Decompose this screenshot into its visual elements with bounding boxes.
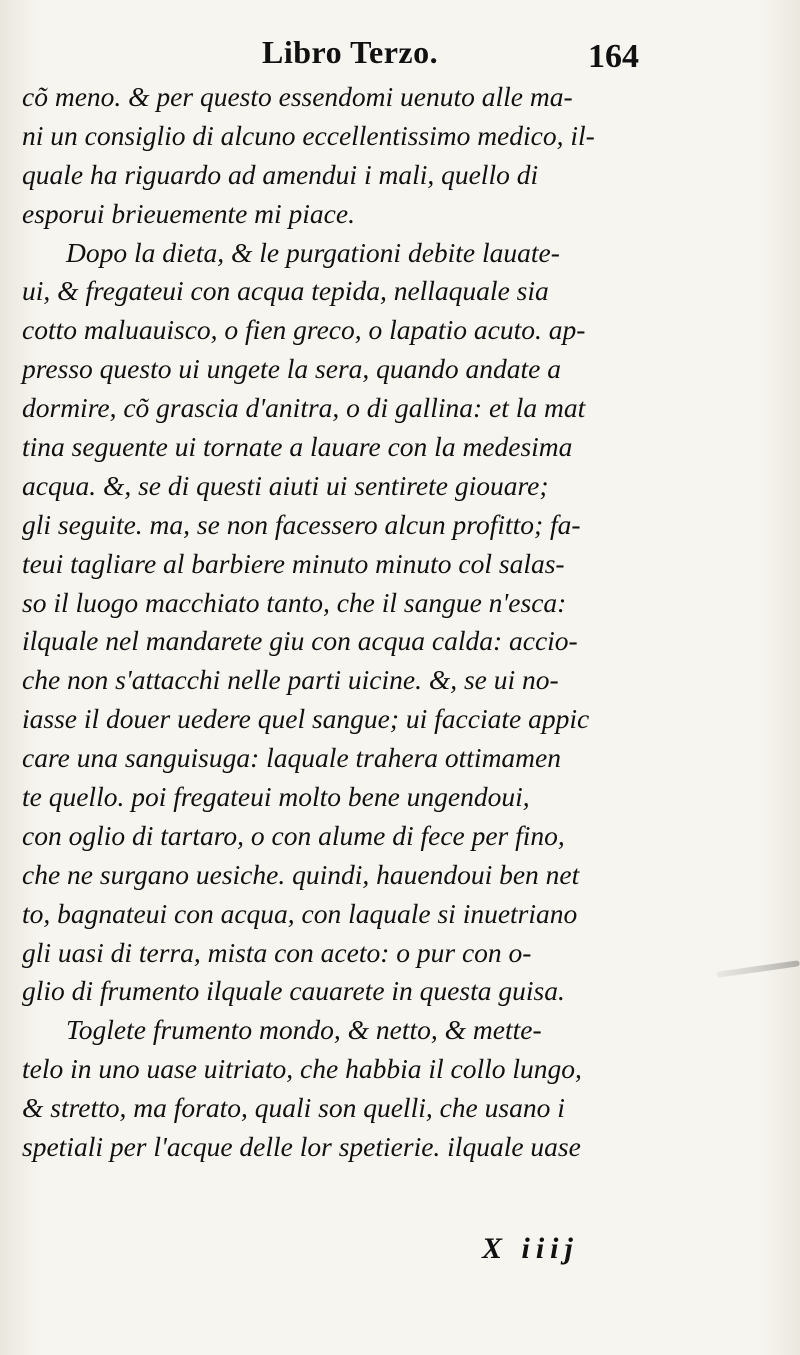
text-line: care una sanguisuga: laquale trahera ottimamen xyxy=(22,742,562,774)
text-line: acqua. &, se di questi aiuti ui sentirete giouare; xyxy=(22,469,549,501)
text-line: teui tagliare al barbiere minuto minuto col salas- xyxy=(22,547,565,579)
text-line: tina seguente ui tornate a lauare con la medesima xyxy=(22,431,573,463)
text-line: ni un consiglio di alcuno eccellentissimo medico, il- xyxy=(22,119,595,151)
text-line: & stretto, ma forato, quali son quelli, che usano i xyxy=(22,1092,565,1124)
running-head: Libro Terzo. xyxy=(262,34,439,70)
signature-mark: X iiij xyxy=(482,1232,579,1265)
text-line: gli uasi di terra, mista con aceto: o pur con o- xyxy=(22,936,532,968)
text-line: gli seguite. ma, se non facessero alcun profitto; fa- xyxy=(22,508,581,540)
margin-blemish xyxy=(716,960,800,978)
text-line: te quello. poi fregateui molto bene ungendoui, xyxy=(22,781,530,813)
text-line: ui, & fregateui con acqua tepida, nellaquale sia xyxy=(22,275,549,307)
text-line: dormire, cõ grascia d'anitra, o di gallina: et la mat xyxy=(22,392,586,424)
text-line: quale ha riguardo ad amendui i mali, quello di xyxy=(22,158,539,190)
text-line: telo in uno uase uitriato, che habbia il collo lungo, xyxy=(22,1053,582,1085)
text-line: che ne surgano uesiche. quindi, hauendoui ben net xyxy=(22,858,580,890)
text-line: cõ meno. & per questo essendomi uenuto alle ma- xyxy=(22,81,573,112)
text-line: to, bagnateui con acqua, con laquale si inuetriano xyxy=(22,897,578,929)
text-line: presso questo ui ungete la sera, quando andate a xyxy=(22,353,562,385)
text-line: iasse il douer uedere quel sangue; ui facciate appic xyxy=(22,703,590,735)
text-line: con oglio di tartaro, o con alume di fece per fino, xyxy=(22,819,565,851)
text-line: cotto maluauisco, o fien greco, o lapatio acuto. ap- xyxy=(22,314,586,346)
body-text xyxy=(22,78,706,1167)
text-line: che non s'attacchi nelle parti uicine. &, se ui no- xyxy=(22,664,559,696)
text-line: spetiali per l'acque delle lor spetierie. ilquale uase xyxy=(22,1131,581,1163)
text-line: so il luogo macchiato tanto, che il sangue n'esca: xyxy=(22,586,567,618)
page-number: 164 xyxy=(588,38,639,75)
text-line: glio di frumento ilquale cauarete in questa guisa. xyxy=(22,975,565,1007)
text-line: Toglete frumento mondo, & netto, & mette- xyxy=(66,1014,542,1046)
text-line: esporui brieuemente mi piace. xyxy=(22,197,355,229)
text-line: ilquale nel mandarete giu con acqua calda: accio- xyxy=(22,625,578,657)
text-line: Dopo la dieta, & le purgationi debite lauate- xyxy=(66,236,560,268)
page-header xyxy=(0,28,800,78)
